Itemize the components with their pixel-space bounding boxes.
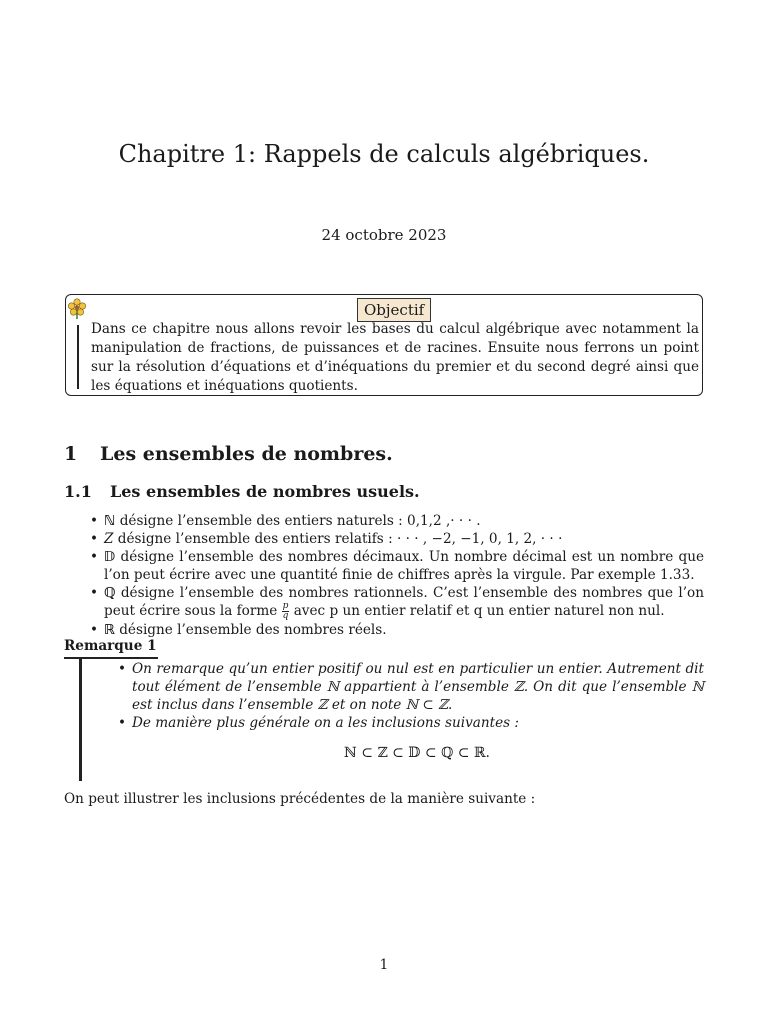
- bullet-icon: •: [118, 715, 127, 731]
- objectif-label: Objectif: [357, 298, 431, 322]
- section-heading: [64, 443, 393, 465]
- objectif-left-rule: [77, 325, 79, 389]
- list-item: [118, 714, 704, 732]
- list-item: [118, 660, 704, 714]
- remark-title: Remarque 1: [64, 638, 157, 654]
- set-symbol: 𝔻: [104, 549, 116, 565]
- remark-left-rule: [79, 657, 82, 781]
- list-item: [90, 512, 704, 530]
- fraction-numerator: p: [282, 601, 289, 611]
- section-title: Les ensembles de nombres.: [100, 443, 393, 465]
- remark-item-text: On remarque qu’un entier positif ou nul est en particulier un entier. Autrement dit tout élément de l’ensemble ℕ appartient à l’ensemble ℤ. On dit que l’ensemble ℕ est inclus dans l’ensemble ℤ et on note ℕ ⊂ ℤ.: [132, 661, 704, 713]
- paragraph-text: On peut illustrer les inclusions précédentes de la manière suivante :: [64, 791, 536, 807]
- list-item: [90, 548, 704, 584]
- list-item: [90, 621, 704, 639]
- remark-list: [118, 660, 704, 732]
- bullet-icon: •: [90, 513, 99, 529]
- bullet-icon: •: [118, 661, 127, 677]
- bullet-icon: •: [90, 549, 99, 565]
- set-symbol: ℕ: [104, 513, 116, 529]
- page-number: 1: [379, 957, 389, 973]
- bullet-icon: •: [90, 531, 99, 547]
- bullet-icon: •: [90, 585, 99, 601]
- number-sets-list: [90, 512, 704, 639]
- flower-icon: [66, 297, 88, 319]
- inclusion-formula: ℕ ⊂ ℤ ⊂ 𝔻 ⊂ ℚ ⊂ ℝ.: [344, 745, 490, 761]
- section-number: 1: [64, 443, 78, 465]
- list-item-text: avec p un entier relatif et q un entier naturel non nul.: [289, 603, 665, 619]
- subsection-title: Les ensembles de nombres usuels.: [110, 482, 420, 501]
- set-symbol: ℝ: [104, 622, 115, 638]
- set-symbol: Z: [104, 531, 114, 547]
- objectif-text: Dans ce chapitre nous allons revoir les bases du calcul algébrique avec notamment la manipulation de fractions, de puissances et de racines. Ensuite nous ferrons un point sur la résolution d’équations et d’inéquations du premier et du second degré ainsi que les équations et inéquations quotients.: [91, 321, 699, 394]
- bullet-icon: •: [90, 622, 99, 638]
- remark-item-text: De manière plus générale on a les inclusions suivantes :: [132, 715, 519, 731]
- page-title: Chapitre 1: Rappels de calculs algébriques.: [118, 140, 650, 168]
- list-item-text: désigne l’ensemble des entiers naturels : 0,1,2 ,· · · .: [115, 513, 481, 529]
- subsection-heading: [64, 482, 420, 501]
- list-item: [90, 530, 704, 548]
- document-date: 24 octobre 2023: [321, 226, 447, 244]
- list-item: [90, 584, 704, 621]
- subsection-number: 1.1: [64, 482, 92, 501]
- set-symbol: ℚ: [104, 585, 116, 601]
- list-item-text: désigne l’ensemble des nombres rationnels. C’est l’ensemble des nombres que l’on peut écrire sous la forme: [104, 585, 704, 619]
- list-item-text: désigne l’ensemble des entiers relatifs : · · · , −2, −1, 0, 1, 2, · · ·: [113, 531, 563, 547]
- fraction-denominator: q: [282, 611, 289, 621]
- list-item-text: désigne l’ensemble des nombres décimaux. Un nombre décimal est un nombre que l’on peut écrire avec une quantité finie de chiffres après la virgule. Par exemple 1.33.: [104, 549, 704, 583]
- list-item-text: désigne l’ensemble des nombres réels.: [114, 622, 387, 638]
